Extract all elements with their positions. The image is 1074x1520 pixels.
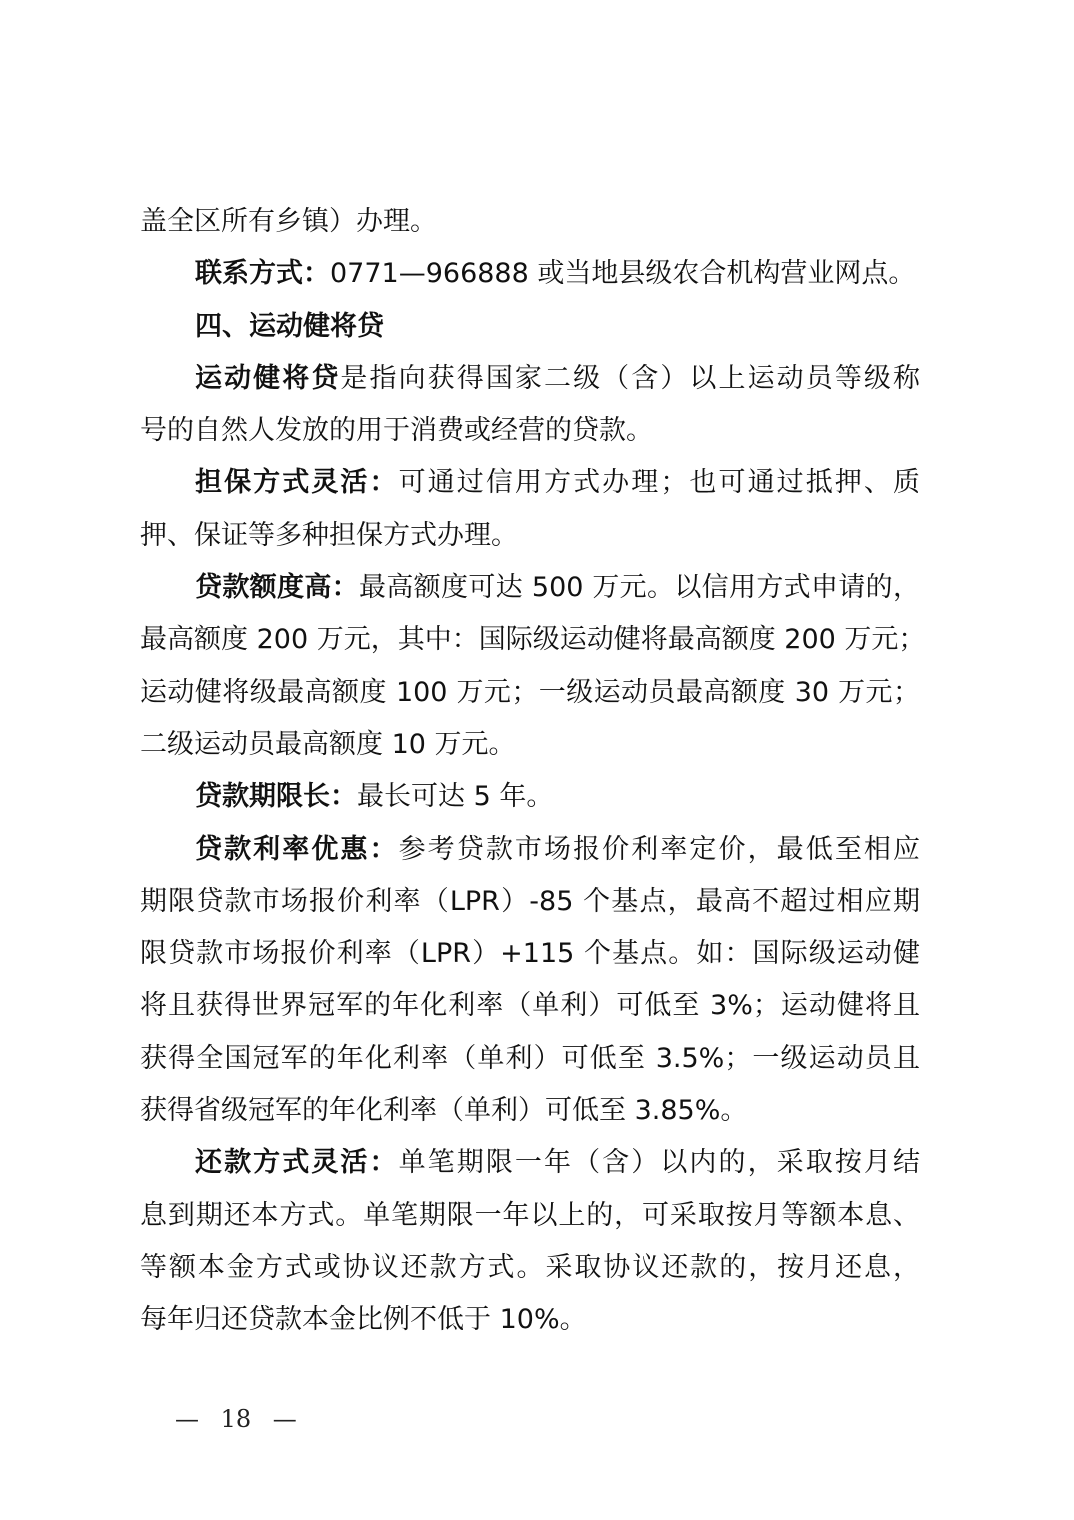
paragraph-line	[140, 928, 920, 980]
text: 盖全区所有乡镇）办理。	[140, 206, 437, 237]
text: 单笔期限一年（含）以内的，采取按月结	[398, 1147, 921, 1179]
text: 最高额度 200 万元，其中：国际级运动健将最高额度 200 万元；	[140, 624, 926, 656]
paragraph-line	[140, 562, 920, 614]
label: 还款方式灵活：	[195, 1147, 399, 1179]
paragraph-line	[140, 667, 920, 719]
paragraph-line	[140, 405, 920, 457]
label: 运动健将贷	[195, 362, 341, 394]
text: 号的自然人发放的用于消费或经营的贷款。	[140, 415, 653, 447]
paragraph-line	[140, 1294, 920, 1346]
paragraph-line	[140, 1137, 920, 1189]
text: 息到期还本方式。单笔期限一年以上的，可采取按月等额本息、	[140, 1199, 920, 1231]
label: 贷款期限长：	[195, 781, 357, 813]
paragraph-line	[140, 1190, 920, 1242]
text: 等额本金方式或协议还款方式。采取协议还款的，按月还息，	[140, 1251, 920, 1283]
text: 最长可达 5 年。	[357, 781, 554, 813]
paragraph-line	[140, 1085, 920, 1137]
paragraph-line	[140, 824, 920, 876]
text: 限贷款市场报价利率（LPR）+115 个基点。如：国际级运动健	[140, 938, 920, 970]
paragraph-line	[140, 457, 920, 509]
text: 二级运动员最高额度 10 万元。	[140, 728, 516, 760]
label: 贷款额度高：	[195, 572, 359, 604]
paragraph-line	[140, 353, 920, 405]
paragraph-line	[140, 1242, 920, 1294]
paragraph-line	[140, 196, 920, 248]
paragraph-line	[140, 614, 926, 666]
contact-line	[140, 248, 920, 300]
paragraph-line	[140, 510, 920, 562]
label: 联系方式：	[195, 258, 330, 290]
paragraph-line	[140, 771, 920, 823]
label: 贷款利率优惠：	[195, 833, 399, 865]
text: 获得省级冠军的年化利率（单利）可低至 3.85%。	[140, 1095, 748, 1127]
heading: 四、运动健将贷	[195, 310, 384, 342]
text: 可通过信用方式办理；也可通过抵押、质	[398, 467, 921, 499]
label: 担保方式灵活：	[195, 467, 399, 499]
text: 是指向获得国家二级（含）以上运动员等级称	[340, 362, 921, 394]
text: 押、保证等多种担保方式办理。	[140, 519, 518, 551]
document-body	[140, 196, 926, 1347]
section-heading	[140, 301, 920, 353]
paragraph-line	[140, 876, 920, 928]
text: 0771—966888 或当地县级农合机构营业网点。	[330, 258, 916, 290]
text: 每年归还贷款本金比例不低于 10%。	[140, 1304, 587, 1336]
text: 将且获得世界冠军的年化利率（单利）可低至 3%；运动健将且	[140, 990, 920, 1022]
paragraph-line	[140, 980, 920, 1032]
text: 最高额度可达 500 万元。以信用方式申请的，	[359, 572, 921, 604]
text: 参考贷款市场报价利率定价，最低至相应	[398, 833, 921, 865]
page-number: — 18 —	[175, 1405, 297, 1433]
text: 期限贷款市场报价利率（LPR）-85 个基点，最高不超过相应期	[140, 885, 920, 917]
paragraph-line	[140, 1033, 920, 1085]
text: 获得全国冠军的年化利率（单利）可低至 3.5%；一级运动员且	[140, 1042, 920, 1074]
paragraph-line	[140, 719, 920, 771]
text: 运动健将级最高额度 100 万元；一级运动员最高额度 30 万元；	[140, 676, 920, 708]
